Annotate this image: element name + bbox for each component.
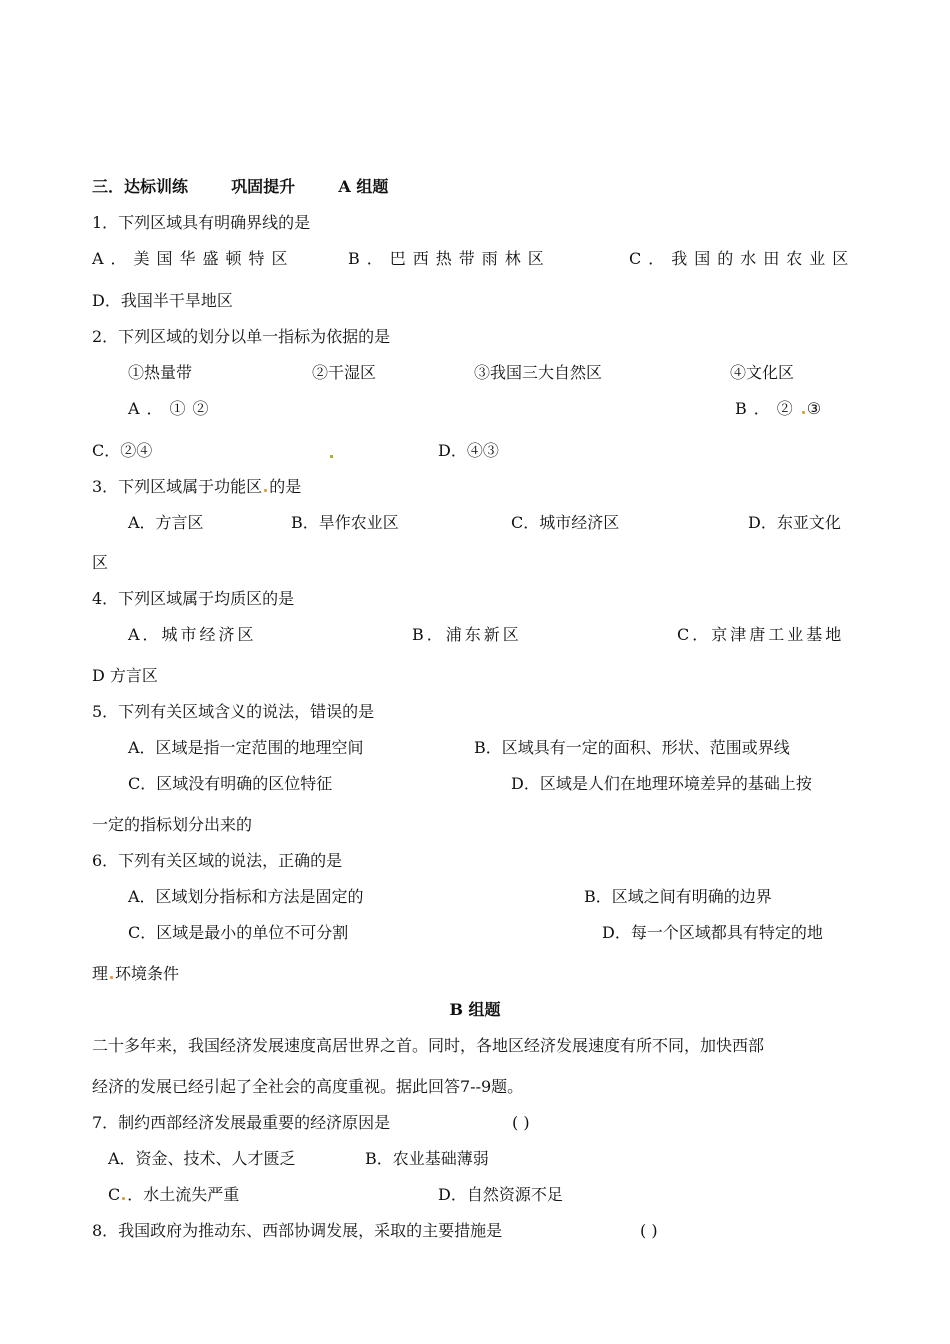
q7-option-c: [108, 1184, 239, 1206]
intro-line-2: 经济的发展已经引起了全社会的高度重视。据此回答7--9题。: [92, 1077, 524, 1096]
q4-option-a: A．城市经济区: [128, 625, 257, 644]
q6-option-d-cont-b: 环境条件: [115, 964, 180, 983]
q8-stem-line: [92, 1220, 858, 1242]
q7-stem-line: [92, 1112, 858, 1134]
q2-item-1: ①热量带: [128, 363, 193, 382]
q2-option-c: C．②④: [92, 441, 153, 460]
q6-option-d-cont: [92, 963, 858, 985]
q2-option-b-tail: ③: [806, 399, 829, 418]
section-title-c: A 组题: [338, 177, 389, 196]
q2-option-b: [735, 398, 828, 420]
q5-option-a: A．区域是指一定范围的地理空间: [128, 738, 364, 757]
q6-option-b: B．区域之间有明确的边界: [584, 887, 772, 906]
q3-option-c: C．城市经济区: [511, 513, 620, 532]
q2-item-4: ④文化区: [730, 363, 795, 382]
q7-option-b: B．农业基础薄弱: [365, 1149, 489, 1168]
mark-dot: [802, 411, 805, 414]
q7-option-d: D．自然资源不足: [438, 1185, 563, 1204]
q5-option-c: C．区域没有明确的区位特征: [128, 774, 333, 793]
section-heading: [92, 176, 858, 198]
q4-option-b: B．浦东新区: [412, 625, 522, 644]
q3-option-a: A．方言区: [128, 513, 204, 532]
q5-option-b: B．区域具有一定的面积、形状、范围或界线: [474, 738, 790, 757]
q6-option-d: D．每一个区域都具有特定的地: [602, 923, 823, 942]
q6-option-a: A．区域划分指标和方法是固定的: [128, 887, 364, 906]
q1-option-c: C．我国的水田农业区: [629, 249, 856, 268]
q7-stem: 7．制约西部经济发展最重要的经济原因是: [92, 1113, 391, 1132]
section-title-a: 三．达标训练: [92, 177, 189, 196]
q2-option-b-text: B．②: [735, 399, 800, 418]
q7-option-a: A．资金、技术、人才匮乏: [108, 1149, 296, 1168]
q2-stem: 2．下列区域的划分以单一指标为依据的是: [92, 327, 391, 346]
q3-option-d-cont: 区: [92, 553, 109, 572]
q7-option-c-text: ．水土流失严重: [127, 1185, 240, 1204]
mark-dot: [122, 1197, 125, 1200]
q2-item-2: ②干湿区: [312, 363, 377, 382]
q8-stem: 8．我国政府为推动东、西部协调发展，采取的主要措施是: [92, 1221, 503, 1240]
q6-option-c: C．区域是最小的单位不可分割: [128, 923, 349, 942]
q3-stem-tail: 的是: [269, 477, 302, 496]
intro-line-1: 二十多年来，我国经济发展速度高居世界之首。同时，各地区经济发展速度有所不同，加快西部: [92, 1036, 765, 1055]
q5-option-d-cont: 一定的指标划分出来的: [92, 815, 253, 834]
q6-stem: 6．下列有关区域的说法，正确的是: [92, 851, 343, 870]
mark-dot: [110, 976, 113, 979]
q7-option-c-letter: C: [108, 1185, 121, 1204]
q3-stem-text: 3．下列区域属于功能区: [92, 477, 263, 496]
q4-option-c: C．京津唐工业基地: [677, 625, 845, 644]
group-b-heading: B 组题: [449, 1000, 501, 1019]
q1-option-b: B．巴西热带雨林区: [348, 249, 551, 268]
mark-dot: [264, 489, 267, 492]
q4-option-d: D 方言区: [92, 666, 158, 685]
q3-option-b: B．旱作农业区: [291, 513, 399, 532]
q3-option-d: D．东亚文化: [748, 513, 841, 532]
q8-answer-paren: ( ): [640, 1221, 658, 1240]
q1-option-a: A．美国华盛顿特区: [92, 249, 295, 268]
q2-option-a: A．①②: [128, 399, 216, 418]
q4-stem: 4．下列区域属于均质区的是: [92, 589, 295, 608]
q7-answer-paren: ( ): [512, 1113, 530, 1132]
q1-stem: 1．下列区域具有明确界线的是: [92, 213, 311, 232]
section-title-b: 巩固提升: [231, 177, 296, 196]
q3-stem: [92, 476, 858, 498]
q1-option-d: D．我国半干旱地区: [92, 291, 233, 310]
q6-option-d-cont-a: 理: [92, 964, 109, 983]
q2-option-d: D．④③: [438, 441, 499, 460]
q5-stem: 5．下列有关区域含义的说法，错误的是: [92, 702, 375, 721]
q5-option-d: D．区域是人们在地理环境差异的基础上按: [511, 774, 812, 793]
mark-dot: [330, 455, 333, 458]
q2-item-3: ③我国三大自然区: [474, 363, 603, 382]
